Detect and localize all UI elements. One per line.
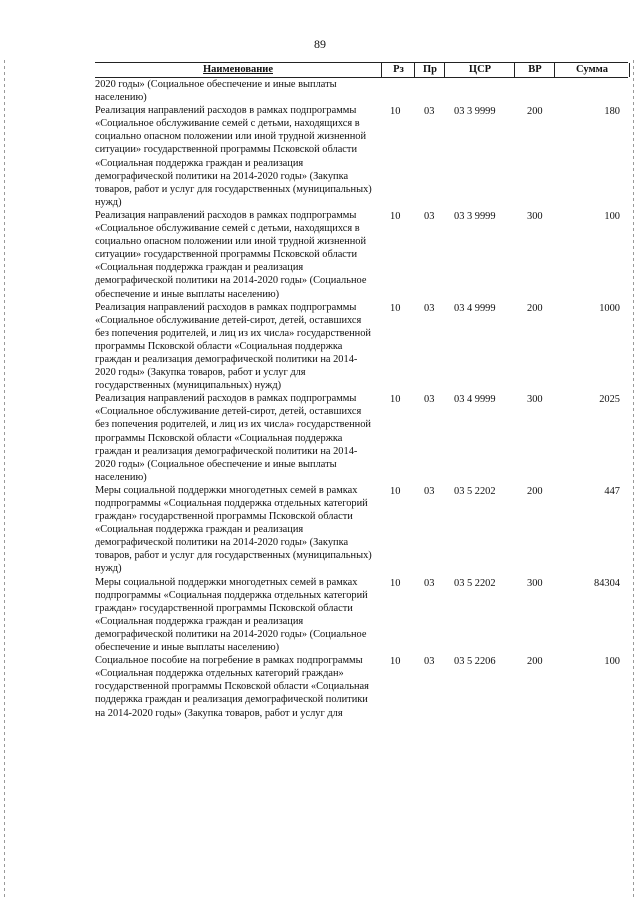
- header-csr: ЦСР: [444, 63, 515, 77]
- header-pr: Пр: [414, 63, 445, 77]
- header-rz: Рз: [381, 63, 415, 77]
- row-csr: 03 5 2202: [454, 485, 496, 497]
- row-vr: 200: [527, 485, 543, 497]
- row-pr: 03: [424, 656, 435, 668]
- row-vr: 300: [527, 210, 543, 222]
- row-name: Социальное пособие на погребение в рамках подпрограммы «Социальная поддержка отдельных категорий граждан» государственной программы Псковской области «Социальная поддержка граждан и реализация демографической политики на 2014-2020 годы» (Закупка товаров, работ и услуг для: [95, 655, 369, 719]
- row-csr: 03 3 9999: [454, 210, 496, 222]
- row-sum: 1000: [599, 302, 620, 314]
- row-name: Реализация направлений расходов в рамках подпрограммы «Социальное обслуживание детей-сирот, детей, оставшихся без попечения родителей, и лиц из их числа» государственной программы Псковской области «Социальная поддержка граждан и реализация демографической политики на 2014-2020 годы» (Закупка товаров, работ и услуг для государственных (муниципальных) нужд): [95, 301, 371, 392]
- row-pr: 03: [424, 577, 435, 589]
- row-sum: 2025: [599, 394, 620, 406]
- row-rz: 10: [390, 577, 401, 589]
- table-row: [95, 484, 628, 576]
- row-sum: 447: [604, 485, 620, 497]
- row-sum: 180: [604, 106, 620, 118]
- row-pr: 03: [424, 302, 435, 314]
- table-row: [95, 576, 628, 655]
- row-name: Реализация направлений расходов в рамках подпрограммы «Социальное обслуживание семей с детьми, находящихся в социально опасном положении или иной трудной жизненной ситуации» государственной программы Псковской области «Социальная поддержка граждан и реализация демографической политики на 2014-2020 годы» (Закупка товаров, работ и услуг для государственных (муниципальных) нужд): [95, 105, 372, 208]
- row-vr: 300: [527, 394, 543, 406]
- row-csr: 03 3 9999: [454, 106, 496, 118]
- row-vr: 200: [527, 656, 543, 668]
- table-row: [95, 392, 628, 484]
- budget-table: [95, 62, 628, 720]
- table-row: [95, 104, 628, 209]
- row-rz: 10: [390, 656, 401, 668]
- table-row: [95, 654, 628, 719]
- row-rz: 10: [390, 485, 401, 497]
- left-scan-edge: [4, 60, 5, 900]
- row-pr: 03: [424, 106, 435, 118]
- row-sum: 84304: [594, 577, 620, 589]
- row-name: Реализация направлений расходов в рамках подпрограммы «Социальное обслуживание семей с детьми, находящихся в социально опасном положении или иной трудной жизненной ситуации» государственной программы Псковской области «Социальная поддержка граждан и реализация демографической политики на 2014-2020 годы» (Социальное обеспечение и иные выплаты населению): [95, 209, 367, 300]
- header-vr: ВР: [514, 63, 555, 77]
- row-vr: 200: [527, 106, 543, 118]
- row-pr: 03: [424, 210, 435, 222]
- row-rz: 10: [390, 394, 401, 406]
- table-header: [95, 62, 628, 78]
- row-sum: 100: [604, 656, 620, 668]
- row-csr: 03 5 2206: [454, 656, 496, 668]
- row-pr: 03: [424, 394, 435, 406]
- row-rz: 10: [390, 210, 401, 222]
- continuation-text: 2020 годы» (Социальное обеспечение и иные выплаты населению): [95, 79, 337, 104]
- row-name: Меры социальной поддержки многодетных семей в рамках подпрограммы «Социальная поддержка отдельных категорий граждан» государственной программы Псковской области «Социальная поддержка граждан и реализация демографической политики на 2014-2020 годы» (Закупка товаров, работ и услуг для государственных (муниципальных) нужд): [95, 484, 372, 575]
- row-name: Реализация направлений расходов в рамках подпрограммы «Социальное обслуживание детей-сирот, детей, оставшихся без попечения родителей, и лиц из их числа» государственной программы Псковской области «Социальная поддержка граждан и реализация демографической политики на 2014-2020 годы» (Социальное обеспечение и иные выплаты населению): [95, 393, 371, 483]
- row-vr: 200: [527, 302, 543, 314]
- row-name: Меры социальной поддержки многодетных семей в рамках подпрограммы «Социальная поддержка отдельных категорий граждан» государственной программы Псковской области «Социальная поддержка граждан и реализация демографической политики на 2014-2020 годы» (Социальное обеспечение и иные выплаты населению): [95, 576, 368, 654]
- right-scan-edge: [633, 60, 634, 900]
- row-sum: 100: [604, 210, 620, 222]
- row-rz: 10: [390, 106, 401, 118]
- table-row: [95, 209, 628, 301]
- row-vr: 300: [527, 577, 543, 589]
- row-csr: 03 4 9999: [454, 302, 496, 314]
- table-row: [95, 301, 628, 393]
- row-csr: 03 4 9999: [454, 394, 496, 406]
- page-number: 89: [314, 37, 326, 51]
- row-rz: 10: [390, 302, 401, 314]
- header-name: Наименование: [203, 64, 273, 75]
- row-csr: 03 5 2202: [454, 577, 496, 589]
- row-pr: 03: [424, 485, 435, 497]
- header-sum: Сумма: [554, 63, 630, 77]
